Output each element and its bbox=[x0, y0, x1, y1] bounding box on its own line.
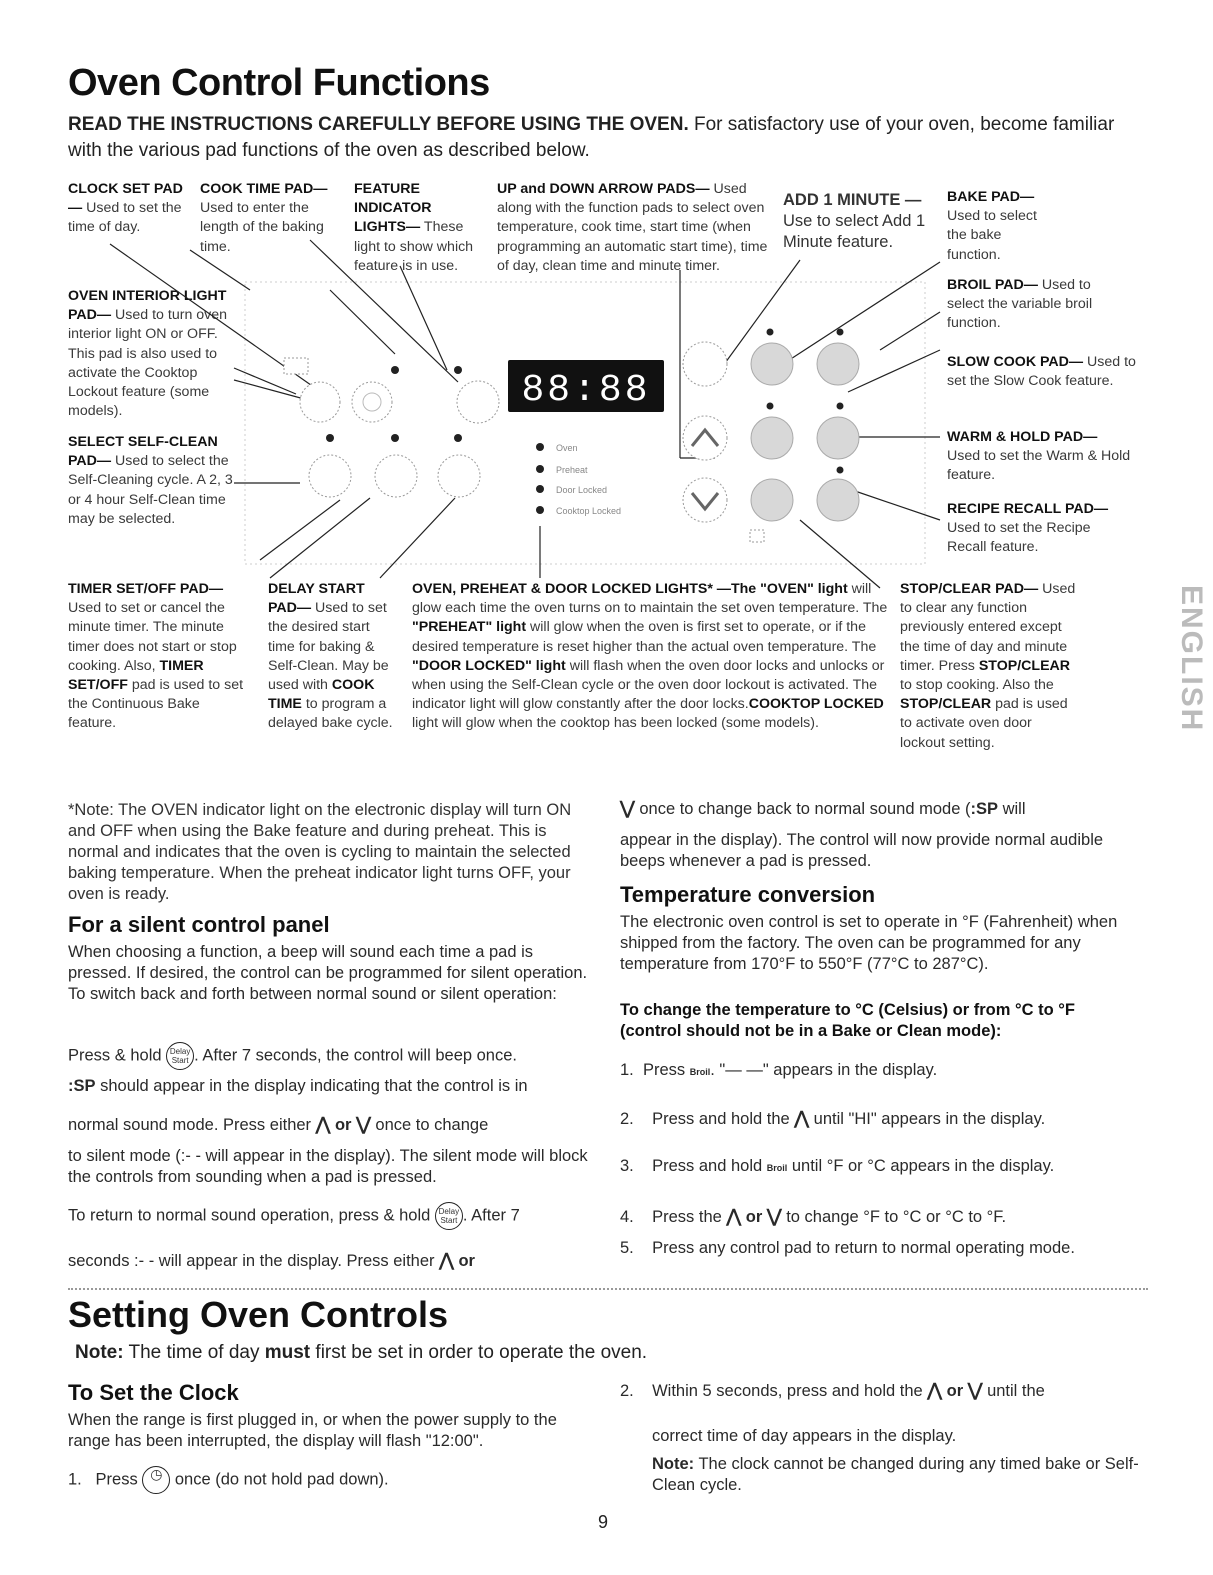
up-arrow-icon: ⋀ bbox=[726, 1206, 742, 1226]
label-lights-b3: COOKTOP LOCKED bbox=[748, 696, 884, 713]
silent-p4or: or bbox=[330, 1116, 357, 1134]
label-lights-p2: will glow when the oven is first set to operate, or if the desired temperature is reset higher than the actual oven temperature. The bbox=[412, 619, 877, 655]
clock-p: When the range is first plugged in, or when the power supply to the range has been interrupted, the display will flash "12:00". bbox=[68, 1411, 557, 1450]
label-lights-p3: will flash when the oven door locks and unlocks or when using the Self-Clean cycle or the oven door lockout is activated. The indicator light will glow constantly after the door locks. bbox=[412, 657, 885, 713]
clock-step-2c: correct time of day appears in the display. bbox=[652, 1427, 957, 1445]
silent-sp-code: :SP bbox=[68, 1077, 96, 1095]
label-timer-text1: Used to set or cancel the minute timer. The minute timer does not start or stop cooking. Also, bbox=[68, 600, 237, 674]
label-delay-text1: Used to set the desired start time for baking & Self-Clean. May be used with bbox=[268, 600, 389, 694]
note-oven-indicator: *Note: The OVEN indicator light on the electronic display will turn ON and OFF when using the Bake feature and during preheat. This is normal and indicates that the oven is cycling to maintain the selected baking temperature. When the preheat indicator light turns OFF, your oven is ready. bbox=[68, 801, 572, 903]
intro-rest: For satisfactory use of your oven, become familiar with the various pad functions of the oven as described below. bbox=[68, 114, 1115, 161]
label-lights-b2: "DOOR LOCKED" light bbox=[412, 657, 566, 674]
indicator-dot bbox=[454, 434, 462, 442]
indicator-dot bbox=[391, 434, 399, 442]
cooktop-lockout-pad bbox=[284, 358, 308, 374]
intro-bold: READ THE INSTRUCTIONS CAREFULLY BEFORE USING THE OVEN. bbox=[68, 114, 689, 135]
silent-p7a: seconds :- - will appear in the display. Press either bbox=[68, 1252, 440, 1270]
clock-step-1 bbox=[68, 1466, 598, 1494]
broil-pad-inline: Broil bbox=[766, 1163, 788, 1173]
temp-step-3-b: until °F or °C appears in the display. bbox=[787, 1157, 1055, 1175]
cook-time-pad bbox=[457, 381, 499, 423]
label-broil-text: Used to select the variable broil function. bbox=[947, 277, 1093, 332]
light-door-locked: Door Locked bbox=[556, 485, 608, 495]
label-add1-text: Use to select Add 1 Minute feature. bbox=[783, 212, 926, 251]
label-recipe-text: Used to set the Recipe Recall feature. bbox=[947, 520, 1091, 556]
temp-step-5-a: Press any control pad to return to normal operating mode. bbox=[652, 1239, 1075, 1257]
label-oven-light-text: Used to turn oven interior light ON or OFF. This pad is also used to activate the Cooktop Lockout feature (some models). bbox=[68, 307, 228, 420]
label-timer-bold: TIMER SET/OFF bbox=[68, 657, 204, 694]
light-preheat: Preheat bbox=[556, 465, 588, 475]
label-arrows-text: Used along with the function pads to select oven temperature, cook time, start time (when programming an automatic start time), time of day, clean time and minute timer. bbox=[497, 181, 768, 274]
warm-hold-pad bbox=[817, 417, 859, 459]
temp-p1: The electronic oven control is set to operate in °F (Fahrenheit) when shipped from the factory. The oven can be programmed for any temperature from 170°F to 550°F (77°C to 287°C). bbox=[620, 913, 1118, 973]
section-divider bbox=[68, 1288, 1148, 1290]
setting-note-b: first be set in order to operate the oven. bbox=[310, 1342, 648, 1363]
silent-p3b: should appear in the display indicating that the control is in bbox=[95, 1077, 528, 1095]
clock-step-2-a: Within 5 seconds, press and hold the bbox=[652, 1382, 928, 1400]
setting-note-label: Note: bbox=[75, 1342, 124, 1363]
label-delay bbox=[268, 580, 396, 734]
silent-r1 bbox=[620, 798, 1140, 820]
temp-step-1-a: Press bbox=[642, 1061, 690, 1079]
stop-clear-pad bbox=[751, 479, 793, 521]
temp-step-4-a: Press the bbox=[652, 1208, 727, 1226]
label-timer bbox=[68, 580, 248, 734]
silent-p2 bbox=[68, 1042, 593, 1070]
indicator-dot bbox=[454, 366, 462, 374]
clock-step-2 bbox=[620, 1380, 1150, 1402]
clock-note bbox=[652, 1454, 1142, 1496]
label-stop-p3: pad is used to activate oven door lockout setting. bbox=[900, 696, 1068, 751]
silent-p1: When choosing a function, a beep will sound each time a pad is pressed. If desired, the control can be programmed for silent operation. To switch back and forth between normal sound or silent operation: bbox=[68, 943, 588, 1003]
temp-step-3-a: Press and hold bbox=[652, 1157, 767, 1175]
silent-p6 bbox=[68, 1202, 593, 1230]
clock-step-2-b: until the bbox=[982, 1382, 1045, 1400]
label-bake-title: BAKE PAD— bbox=[947, 189, 1035, 205]
status-lights bbox=[536, 443, 621, 516]
label-clock-set-title: CLOCK SET PAD— bbox=[68, 181, 183, 217]
control-panel-diagram bbox=[0, 0, 1213, 600]
label-stop-p2: to stop cooking. Also the bbox=[900, 677, 1054, 694]
up-arrow-icon: ⋀ bbox=[315, 1114, 331, 1134]
silent-heading: For a silent control panel bbox=[68, 912, 330, 937]
timer-pad bbox=[375, 455, 417, 497]
silent-p4b: once to change bbox=[370, 1116, 489, 1134]
label-self-clean-text: Used to select the Self-Cleaning cycle. A 2, 3 or 4 hour Self-Clean time may be selected. bbox=[68, 453, 233, 527]
temp-step-3 bbox=[620, 1156, 1140, 1179]
clock-step-2-num: 2. bbox=[620, 1382, 634, 1400]
silent-p2b: . After 7 seconds, the control will beep once. bbox=[194, 1046, 517, 1065]
label-slow-title: SLOW COOK PAD— bbox=[947, 354, 1084, 370]
temp-step-2-a: Press and hold the bbox=[652, 1110, 795, 1128]
setting-note-bold: must bbox=[264, 1342, 311, 1363]
label-delay-title: DELAY START PAD— bbox=[268, 581, 365, 617]
label-broil-title: BROIL PAD— bbox=[947, 277, 1038, 293]
page-title: Oven Control Functions bbox=[68, 62, 490, 104]
clock-pad-inline: ◷ bbox=[142, 1466, 170, 1494]
label-lights-b1: "PREHEAT" light bbox=[412, 619, 527, 636]
temp-step-4-or: or bbox=[741, 1208, 767, 1226]
clock-step-1-b: once (do not hold pad down). bbox=[170, 1470, 389, 1489]
add-1-minute-pad bbox=[683, 342, 727, 386]
silent-p2a: Press & hold bbox=[68, 1046, 167, 1065]
label-cook-time-text: Used to enter the length of the baking time. bbox=[200, 200, 324, 255]
delay-start-pad bbox=[438, 455, 480, 497]
label-timer-title: TIMER SET/OFF PAD— bbox=[68, 581, 224, 597]
temp-step-2 bbox=[620, 1108, 1140, 1130]
silent-p5: to silent mode (:- - will appear in the display). The silent mode will block the controls from sounding when a pad is pressed. bbox=[68, 1147, 588, 1186]
label-clock-set-text: Used to set the time of day. bbox=[68, 200, 182, 236]
side-tab-english: ENGLISH bbox=[1175, 585, 1208, 733]
temp-step-4-num: 4. bbox=[620, 1208, 634, 1226]
silent-p7 bbox=[68, 1250, 593, 1272]
broil-pad bbox=[817, 343, 859, 385]
light-cooktop-locked: Cooktop Locked bbox=[556, 506, 622, 516]
slow-cook-pad bbox=[751, 417, 793, 459]
label-lights-p4: light will glow when the cooktop has been locked (some models). bbox=[412, 715, 819, 732]
label-timer-text2: pad is used to set the Continuous Bake feature. bbox=[68, 677, 244, 732]
temp-sub: To change the temperature to °C (Celsius) or from °C to °F (control should not be in a Bake or Clean mode): bbox=[620, 1001, 1075, 1040]
clock-step-2-or: or bbox=[942, 1382, 968, 1400]
select-clean-pad bbox=[309, 455, 351, 497]
label-slow-text: Used to set the Slow Cook feature. bbox=[947, 354, 1136, 390]
label-delay-bold: COOK TIME bbox=[268, 677, 375, 713]
down-arrow-icon: ⋁ bbox=[356, 1114, 371, 1134]
up-arrow-icon: ⋀ bbox=[927, 1380, 943, 1400]
silent-r1c: will bbox=[998, 800, 1026, 818]
silent-p7or: or bbox=[453, 1252, 475, 1270]
clock-note-text: The clock cannot be changed during any timed bake or Self-Clean cycle. bbox=[652, 1455, 1139, 1494]
leader-lines bbox=[110, 240, 940, 588]
temp-step-4 bbox=[620, 1206, 1140, 1228]
label-cook-time-title: COOK TIME PAD— bbox=[200, 181, 328, 197]
silent-p6a: To return to normal sound operation, press & hold bbox=[68, 1206, 435, 1225]
up-arrow-icon: ⋀ bbox=[794, 1108, 810, 1128]
down-arrow-icon: ⋁ bbox=[766, 1206, 782, 1226]
silent-p6b: . After 7 bbox=[462, 1206, 520, 1225]
label-stop-b2: STOP/CLEAR bbox=[900, 696, 992, 713]
temp-step-1-num: 1. bbox=[620, 1061, 634, 1079]
label-self-clean-title: SELECT SELF-CLEAN PAD— bbox=[68, 434, 218, 470]
indicator-dot bbox=[326, 434, 334, 442]
indicator-dot bbox=[391, 366, 399, 374]
bake-pad bbox=[751, 343, 793, 385]
label-lights-title: OVEN, PREHEAT & DOOR LOCKED LIGHTS* —The "OVEN" light bbox=[412, 581, 848, 597]
label-stop bbox=[900, 580, 1080, 753]
label-delay-text2: to program a delayed bake cycle. bbox=[268, 696, 393, 732]
clock-step-1-num: 1. bbox=[68, 1470, 82, 1489]
setting-note-a: The time of day bbox=[123, 1342, 265, 1363]
label-stop-title: STOP/CLEAR PAD— bbox=[900, 581, 1039, 597]
broil-pad-inline: Broil bbox=[689, 1067, 711, 1077]
temp-step-5 bbox=[620, 1238, 1160, 1259]
up-arrow-icon: ⋀ bbox=[439, 1250, 454, 1270]
temp-step-1-b: . "— —" appears in the display. bbox=[710, 1061, 938, 1079]
label-oven-light-title: OVEN INTERIOR LIGHT PAD— bbox=[68, 288, 227, 324]
setting-heading: Setting Oven Controls bbox=[68, 1294, 449, 1335]
label-stop-p1: Used to clear any function previously entered except the time of day and minute timer. Press bbox=[900, 581, 1076, 674]
lcd-digits: 88:88 bbox=[521, 369, 651, 412]
down-arrow-pad bbox=[683, 478, 727, 522]
label-lights-p1: will glow each time the oven turns on to maintain the set oven temperature. The bbox=[412, 581, 888, 617]
clock-step-1-a: Press bbox=[95, 1470, 143, 1489]
delay-start-pad-inline: Delay Start bbox=[435, 1202, 463, 1230]
clock-note-label: Note: bbox=[652, 1455, 695, 1473]
down-arrow-icon: ⋁ bbox=[967, 1380, 983, 1400]
panel-left-pads bbox=[284, 358, 499, 497]
light-pad bbox=[300, 382, 340, 422]
temp-step-2-b: until "HI" appears in the display. bbox=[809, 1110, 1046, 1128]
silent-r1b: :SP bbox=[970, 800, 998, 818]
temp-step-4-b: to change °F to °C or °C to °F. bbox=[781, 1208, 1007, 1226]
label-feature-text: These light to show which feature is in use. bbox=[354, 219, 474, 274]
label-add1-title: ADD 1 MINUTE — bbox=[783, 191, 922, 209]
silent-p4a: normal sound mode. Press either bbox=[68, 1116, 316, 1134]
light-oven: Oven bbox=[556, 443, 578, 453]
silent-r2: appear in the display). The control will now provide normal audible beeps whenever a pad is pressed. bbox=[620, 831, 1104, 870]
silent-r1a: once to change back to normal sound mode ( bbox=[634, 800, 971, 818]
label-bake-text: Used to select the bake function. bbox=[947, 208, 1037, 263]
label-stop-b1: STOP/CLEAR bbox=[978, 657, 1071, 674]
label-lights bbox=[412, 580, 890, 734]
clock-heading: To Set the Clock bbox=[68, 1380, 239, 1405]
label-warm-text: Used to set the Warm & Hold feature. bbox=[947, 448, 1131, 484]
temp-step-3-num: 3. bbox=[620, 1157, 634, 1175]
temp-step-2-num: 2. bbox=[620, 1110, 634, 1128]
recipe-pad bbox=[817, 479, 859, 521]
setting-note bbox=[75, 1342, 647, 1364]
oven-lockout-pad bbox=[750, 530, 764, 542]
silent-p4 bbox=[68, 1114, 593, 1136]
label-warm-title: WARM & HOLD PAD— bbox=[947, 429, 1098, 445]
delay-start-pad-inline: Delay Start bbox=[166, 1042, 194, 1070]
silent-p3 bbox=[68, 1076, 593, 1097]
label-feature-title: FEATURE INDICATOR LIGHTS— bbox=[354, 181, 432, 236]
clock-pad bbox=[352, 382, 392, 422]
temp-step-1 bbox=[620, 1060, 1140, 1083]
temp-step-5-num: 5. bbox=[620, 1239, 634, 1257]
down-arrow-icon: ⋁ bbox=[620, 798, 635, 818]
temp-heading: Temperature conversion bbox=[620, 882, 876, 907]
label-recipe-title: RECIPE RECALL PAD— bbox=[947, 501, 1109, 517]
label-arrows-title: UP and DOWN ARROW PADS— bbox=[497, 181, 710, 197]
up-arrow-pad bbox=[683, 416, 727, 460]
page-number: 9 bbox=[598, 1512, 609, 1532]
panel-right-pads bbox=[683, 329, 859, 543]
